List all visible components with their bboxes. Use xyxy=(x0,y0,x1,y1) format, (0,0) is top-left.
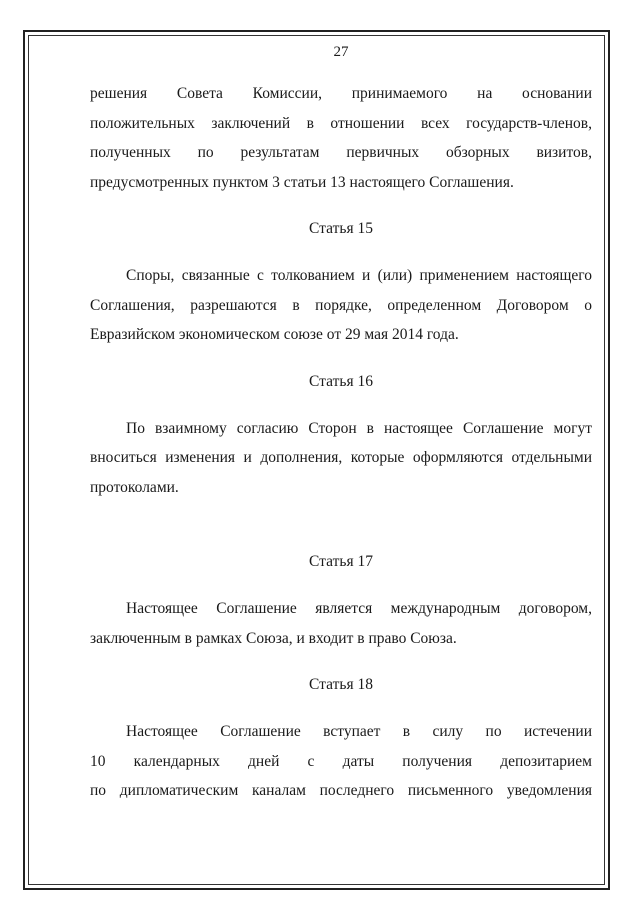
text-line: По взаимному согласию Сторон в настоящее Соглашение могут xyxy=(126,419,592,437)
text-line: Настоящее Соглашение вступает в силу по истечении xyxy=(126,723,592,740)
text-line: предусмотренных пунктом 3 статьи 13 настоящего Соглашения. xyxy=(90,173,514,191)
article-17-title: Статья 17 xyxy=(309,553,373,570)
text-line: по дипломатическим каналам последнего письменного уведомления xyxy=(90,782,592,799)
article-17-text xyxy=(90,594,592,653)
document-body xyxy=(90,44,592,806)
text-line: Евразийском экономическом союзе от 29 мая 2014 года. xyxy=(90,326,459,343)
article-16-text xyxy=(90,414,592,503)
article-15-title: Статья 15 xyxy=(309,220,373,237)
article-18-text xyxy=(90,717,592,806)
text-line: полученных по результатам первичных обзорных визитов, xyxy=(90,144,592,161)
text-line: Споры, связанные с толкованием и (или) применением настоящего xyxy=(126,267,592,284)
text-line: 10 календарных дней с даты получения депозитарием xyxy=(90,752,592,770)
text-line: заключенным в рамках Союза, и входит в право Союза. xyxy=(90,629,457,647)
text-line: вноситься изменения и дополнения, которые оформляются отдельными xyxy=(90,449,592,466)
article-16-title: Статья 16 xyxy=(309,372,373,390)
intro-paragraph xyxy=(90,79,592,197)
article-18-title: Статья 18 xyxy=(309,676,373,693)
text-line: протоколами. xyxy=(90,478,179,496)
page-number: 27 xyxy=(333,44,349,60)
text-line: Соглашения, разрешаются в порядке, определенном Договором о xyxy=(90,296,592,314)
article-15-text xyxy=(90,261,592,350)
text-line: решения Совета Комиссии, принимаемого на основании xyxy=(90,85,592,102)
text-line: положительных заключений в отношении всех государств-членов, xyxy=(90,114,592,132)
text-line: Настоящее Соглашение является международным договором, xyxy=(126,600,592,617)
